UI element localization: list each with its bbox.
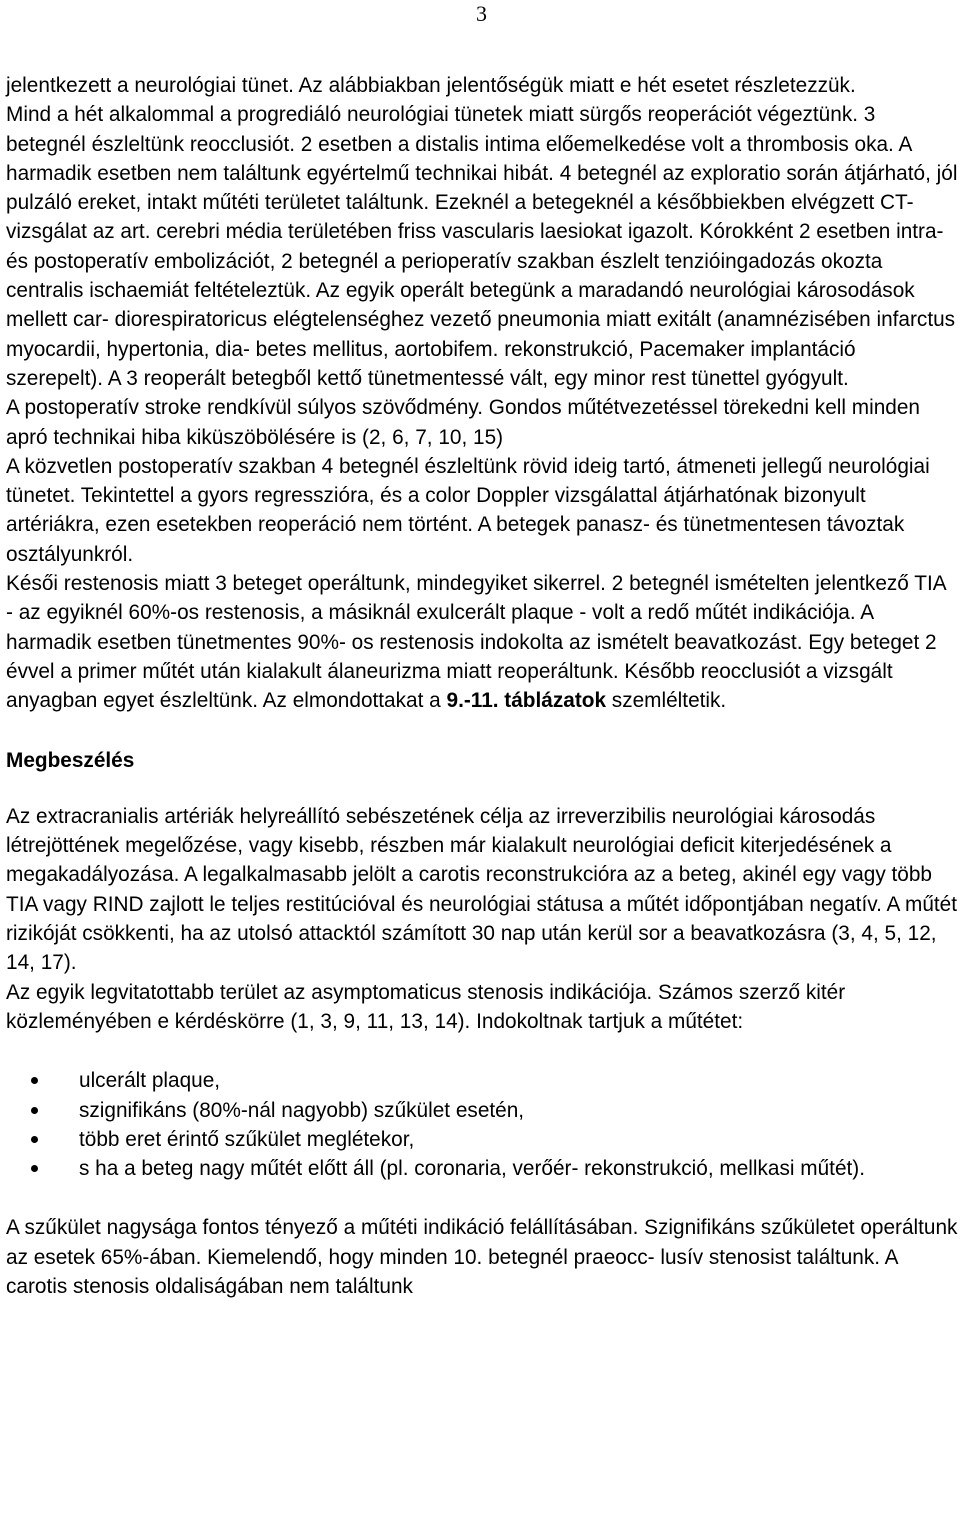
bullet-icon bbox=[31, 1136, 38, 1143]
page-number: 3 bbox=[476, 1, 487, 26]
paragraph-intro: jelentkezett a neurológiai tünet. Az alábbiakban jelentőségük miatt e hét esetet részletezzük. bbox=[6, 74, 856, 97]
list-item-text: több eret érintő szűkület meglétekor, bbox=[79, 1127, 415, 1151]
list-item-text: ulcerált plaque, bbox=[79, 1069, 221, 1093]
paragraph-transient-symptoms: A közvetlen postoperatív szakban 4 betegnél észleltünk rövid ideig tartó, átmeneti jellegű neurológiai tünetet. Tekintettel a gyors regresszióra, és a color Doppler vizsgálattal átjárhatónak bizonyult artériákra, ezen esetekben reoperáció nem történt. A betegek panasz- és tünetmentesen távoztak osztályunkról. bbox=[6, 454, 930, 566]
list-item bbox=[6, 1066, 958, 1095]
paragraph-reoperation: Mind a hét alkalommal a progrediáló neurológiai tünetek miatt sürgős reoperációt végeztünk. 3 betegnél észleltünk reocclusiót. 2 esetben a distalis intima előemelkedése volt a thrombosis oka. A harmadik esetben nem találtunk egyértelmű technikai hibát. 4 betegnél az exploratio során átjárható, jól pulzáló ereket, intakt műtéti területet találtunk. Ezeknél a betegeknél a későbbiekben elvégzett CT-vizsgálat az art. cerebri média területében friss vascularis laesiokat igazolt. Kórokként 2 esetben intra- és postoperatív embolizációt, 2 betegnél a perioperatív szakban észlelt tenzióingadozás okozta centralis ischaemiát feltételeztük. Az egyik operált betegünk a maradandó neurológiai károsodások mellett car- diorespiratoricus elégtelenséghez vezető pneumonia miatt exitált (anamnézisében infarctus myocardii, hypertonia, dia- betes mellitus, aortobifem. rekonstrukció, Pacemaker implantáció szerepelt). A 3 reoperált betegből kettő tünetmentessé vált, egy minor rest tünettel gyógyult. bbox=[6, 103, 958, 390]
document-body bbox=[6, 71, 958, 1301]
list-item bbox=[6, 1125, 958, 1154]
indication-list bbox=[6, 1066, 958, 1183]
paragraph-late-restenosis bbox=[6, 569, 958, 715]
bullet-icon bbox=[31, 1077, 38, 1084]
list-item-text: szignifikáns (80%-nál nagyobb) szűkület esetén, bbox=[79, 1098, 525, 1122]
section-heading: Megbeszélés bbox=[6, 748, 135, 772]
list-item-text: s ha a beteg nagy műtét előtt áll (pl. coronaria, verőér- rekonstrukció, mellkasi műtét). bbox=[79, 1157, 866, 1181]
paragraph-postoperative-stroke: A postoperatív stroke rendkívül súlyos szövődmény. Gondos műtétvezetéssel törekedni kell minden apró technikai hiba kiküszöbölésére is (2, 6, 7, 10, 15) bbox=[6, 396, 920, 449]
late-restenosis-text-end: szemléltetik. bbox=[606, 689, 727, 713]
paragraph-asymptomatic-indication: Az egyik legvitatottabb terület az asymptomaticus stenosis indikációja. Számos szerző kitér közleményében e kérdéskörre (1, 3, 9, 11, 13, 14). Indokoltnak tartjuk a műtétet: bbox=[6, 980, 846, 1033]
bullet-icon bbox=[31, 1107, 38, 1114]
late-restenosis-text: Késői restenosis miatt 3 beteget operáltunk, mindegyiket sikerrel. 2 betegnél ismételten jelentkező TIA - az egyiknél 60%-os restenosis, a másiknál exulcerált plaque - volt a redő műtét indikációja. A harmadik esetben tünetmentes 90%- os restenosis indokolta az ismételt beavatkozást. Egy beteget 2 évvel a primer műtét után kialakult álaneurizma miatt reoperáltunk. Később reocclusiót a vizsgált anyagban egyet észleltünk. Az elmondottakat a bbox=[6, 572, 946, 713]
paragraph-discussion-goal: Az extracranialis artériák helyreállító sebészetének célja az irreverzibilis neurológiai károsodás létrejöttének megelőzése, vagy kisebb, részben már kialakult neurológiai deficit kiterjedésének a megakadályozása. A legalkalmasabb jelölt a carotis reconstrukcióra az a beteg, akinél egy vagy több TIA vagy RIND zajlott le teljes restitúcióval és neurológiai státusa a műtét időpontjában negatív. A műtét rizikóját csökkenti, ha az utolsó attacktól számított 30 nap után kerül sor a beavatkozásra (3, 4, 5, 12, 14, 17). bbox=[6, 804, 958, 975]
table-reference: 9.-11. táblázatok bbox=[446, 689, 607, 713]
bullet-icon bbox=[31, 1165, 38, 1172]
list-item bbox=[6, 1096, 958, 1125]
paragraph-stenosis-size: A szűkület nagysága fontos tényező a műtéti indikáció felállításában. Szignifikáns szűkületet operáltunk az esetek 65%-ában. Kiemelendő, hogy minden 10. betegnél praeocc- lusív stenosist találtunk. A carotis stenosis oldaliságában nem találtunk bbox=[6, 1216, 958, 1298]
list-item bbox=[6, 1154, 958, 1183]
